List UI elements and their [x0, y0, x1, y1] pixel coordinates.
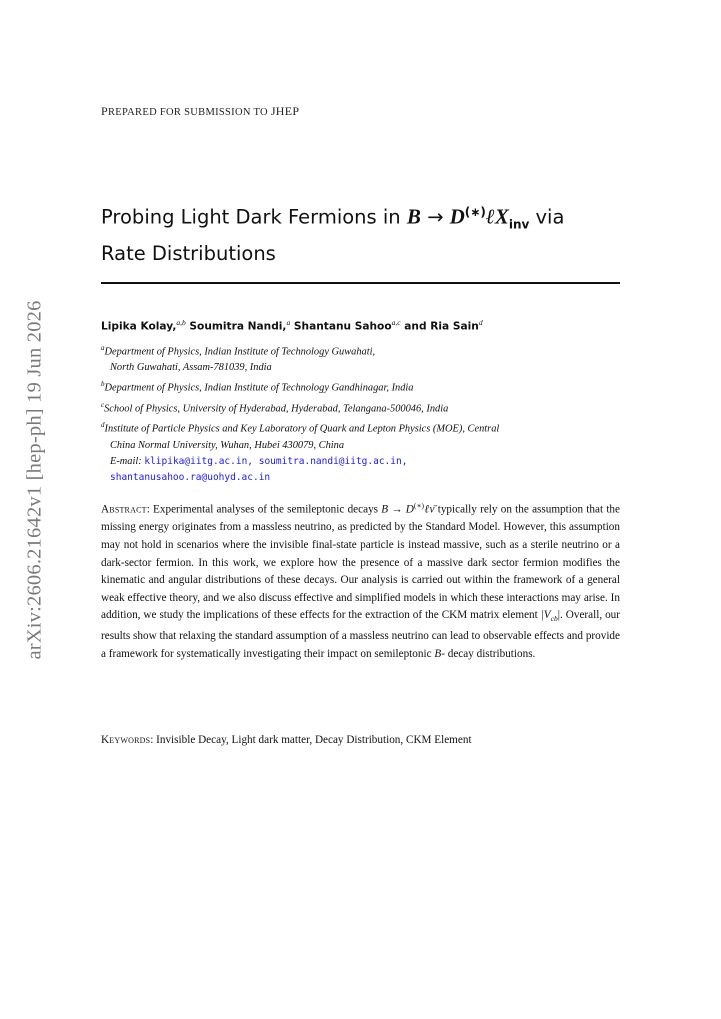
author-list — [101, 318, 483, 333]
keywords-colon: : — [150, 734, 157, 746]
abstract-vcb-sub: cb — [550, 614, 558, 624]
title-text: Probing Light Dark Fermions in — [101, 205, 407, 229]
affil-mark: d — [101, 421, 105, 430]
author-name: and Ria Sain — [400, 320, 479, 333]
abstract-label: Abstract — [101, 503, 147, 516]
abstract-vcb: |V — [540, 609, 551, 622]
affil-mark: b — [101, 380, 105, 389]
paper-title — [101, 198, 631, 268]
title-math-x: X — [494, 204, 509, 229]
affil-text: Department of Physics, Indian Institute of Technology Gandhinagar, India — [104, 382, 414, 394]
affiliation-d — [101, 417, 626, 453]
abstract-math-b: B — [434, 647, 442, 660]
abstract-math: B → D — [381, 503, 414, 516]
abstract-vcb-end: | — [557, 609, 560, 622]
title-math-d: D — [449, 204, 465, 229]
arxiv-stamp — [22, 292, 48, 667]
abstract-colon: : — [146, 503, 154, 516]
affiliation-b — [101, 376, 626, 396]
affil-text-cont: North Guwahati, Assam-781039, India — [110, 362, 272, 374]
author-name: Soumitra Nandi, — [185, 320, 287, 333]
abstract — [101, 497, 620, 663]
keywords — [101, 734, 472, 746]
author-affil-mark: a,c — [391, 318, 401, 327]
affil-mark: c — [101, 400, 105, 409]
keywords-label: Keywords — [101, 734, 151, 746]
affil-mark: a — [101, 344, 105, 352]
email-label: E-mail: — [110, 455, 145, 467]
abstract-math-sup: (∗) — [413, 501, 424, 510]
prepared-text: REPARED FOR SUBMISSION TO — [107, 107, 271, 118]
title-rule — [101, 282, 620, 284]
email-block — [101, 454, 626, 486]
email-link[interactable]: shantanusahoo.ra@uohyd.ac.in — [110, 471, 271, 483]
author-affil-mark: a — [286, 318, 291, 327]
affil-text: School of Physics, University of Hyderabad, Hyderabad, Telangana-500046, India — [104, 403, 449, 415]
author-name: Shantanu Sahoo — [290, 320, 392, 333]
author-name: Lipika Kolay, — [101, 320, 177, 333]
prepared-for-submission — [101, 104, 299, 119]
title-sub-inv: inv — [508, 217, 530, 232]
title-sup-star: (∗) — [464, 205, 486, 219]
author-affil-mark: a,b — [176, 318, 186, 327]
title-via: via — [529, 205, 565, 229]
keywords-text: Invisible Decay, Light dark matter, Decay Distribution, CKM Element — [156, 734, 472, 746]
title-arrow: → — [420, 205, 450, 229]
affiliation-c — [101, 397, 626, 417]
affiliations — [101, 340, 626, 486]
email-link[interactable]: klipika@iitg.ac.in, soumitra.nandi@iitg.ac.in, — [144, 455, 408, 467]
abstract-text: typically rely on the assumption that the missing energy originates from a massless neutrino, as predicted by the Standard Model. However, this assumption may not hold in scenarios where the invisible final-state particle is instead massive, such as a sterile neutrino or a dark-sector fermion. In this work, we explore how the presence of a massive dark sector fermion modifies the kinematic and angular distributions of these decays. Our analysis is carried out within the framework of a general weak effective theory, and we also discuss effective and simplified models in which these interactions may arise. In addition, we study the implications of these effects for the extraction of the CKM matrix element — [101, 503, 620, 622]
title-math-b: B — [406, 204, 421, 229]
journal-name: JHEP — [270, 104, 300, 118]
abstract-text: - decay distributions. — [441, 647, 536, 660]
author-affil-mark: d — [478, 318, 483, 327]
arxiv-id: arXiv:2606.21642v1 [hep-ph] 19 Jun 2026 — [23, 299, 46, 660]
title-math-l: ℓ — [485, 204, 495, 229]
affiliation-a — [101, 340, 626, 376]
abstract-text: . Overall, our results show that relaxing the standard assumption of a massless neutrino can lead to observable effects and provide a framework for systematically investigating their impact on semileptonic — [101, 609, 620, 660]
affil-text: Department of Physics, Indian Institute of Technology Guwahati, — [104, 346, 376, 358]
prepared-initial: P — [101, 104, 108, 118]
title-line2: Rate Distributions — [101, 242, 276, 266]
abstract-math-rest: ℓν̄ — [423, 503, 435, 516]
affil-text-cont: China Normal University, Wuhan, Hubei 430079, China — [110, 439, 345, 451]
abstract-text: Experimental analyses of the semileptonic decays — [153, 503, 382, 516]
affil-text: Institute of Particle Physics and Key Laboratory of Quark and Lepton Physics (MOE), Central — [104, 423, 500, 435]
